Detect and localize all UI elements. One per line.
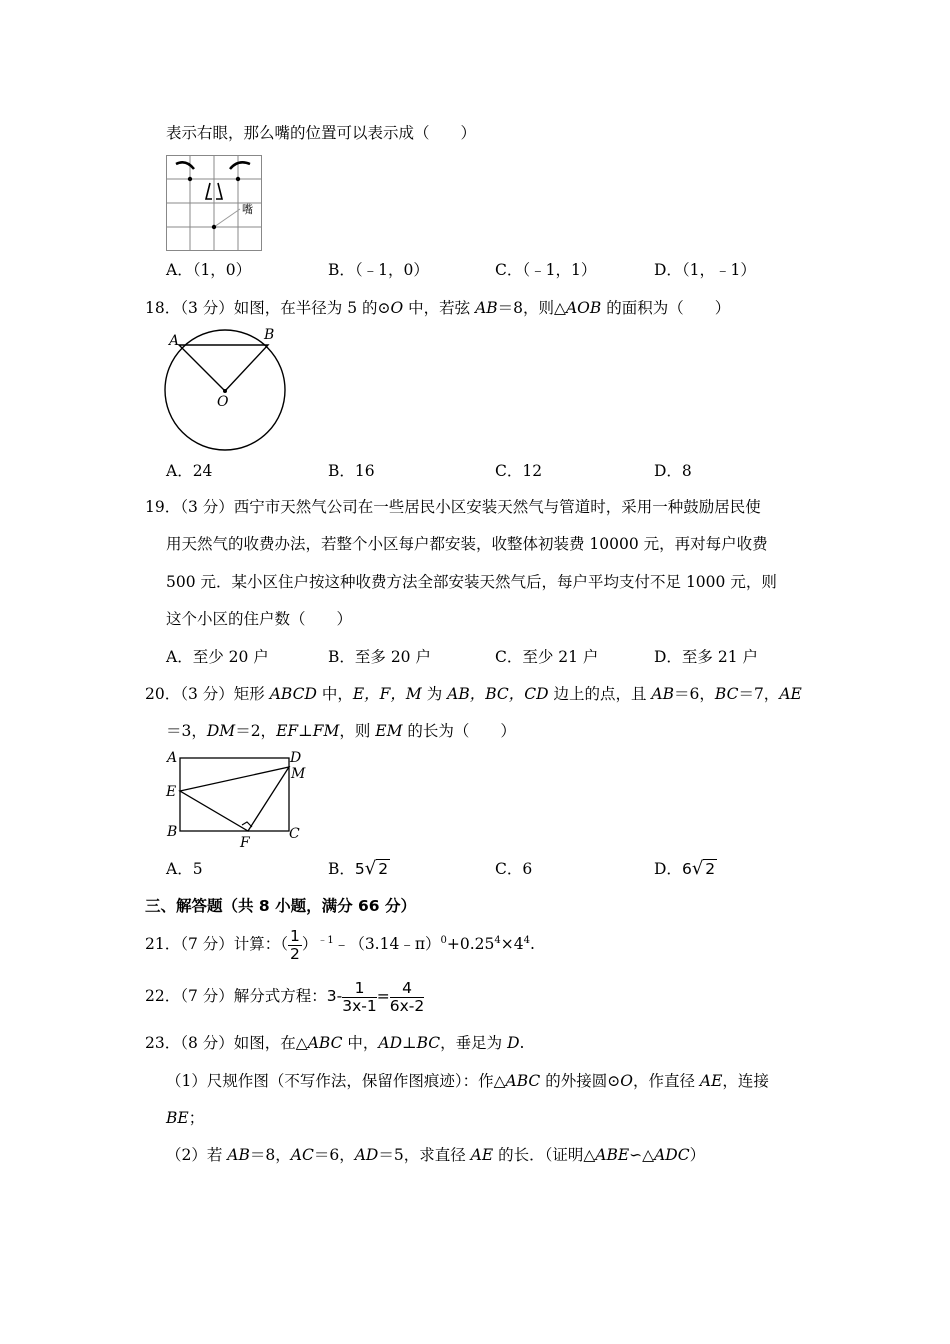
q18-option-c[interactable]: C．12: [495, 462, 543, 480]
q21-stem: 21．（7 分）计算：（ $\frac{1}{2}$ ）$^{﹣1}﹣(3.14﹣\pi)^0+0.25^4\times 4^4$.: [145, 926, 535, 963]
q17-option-d[interactable]: D．（1，﹣1）: [654, 261, 756, 279]
q18-circle-figure: [160, 325, 295, 455]
q19-option-b[interactable]: B．至多 20 户: [328, 648, 431, 666]
q20-label-a: A: [167, 750, 178, 766]
q23-part-1-line-2: BE；: [166, 1109, 205, 1127]
section-3-heading: 三、解答题（共 8 小题，满分 66 分）: [145, 897, 416, 915]
sqrt-sign-icon: √: [691, 858, 704, 879]
q19-line-4: 这个小区的住户数（ ）: [166, 610, 353, 628]
q18-option-a[interactable]: A．24: [166, 462, 213, 480]
q20-rectangle-figure: [160, 748, 310, 851]
sqrt-sign-icon: √: [364, 858, 377, 879]
q17-option-c[interactable]: C．（﹣1，1）: [495, 261, 597, 279]
q20-stem-line-2: ＝3，DM＝2，EF⊥FM，则 EM 的长为（ ）: [166, 722, 516, 740]
q20-label-c: C: [289, 826, 300, 842]
q20-label-m: M: [291, 766, 306, 782]
q22-fraction-1: $\frac{1}{3x-1}$: [342, 978, 377, 1015]
q20-triangle-efm: [180, 767, 289, 831]
q18-option-b[interactable]: B．16: [328, 462, 375, 480]
q17-option-b[interactable]: B．（﹣1，0）: [328, 261, 429, 279]
q20-option-a[interactable]: A．5: [166, 860, 203, 878]
q20-option-c[interactable]: C．6: [495, 860, 533, 878]
q20-option-b[interactable]: B．5√ 2: [328, 858, 389, 879]
q20-option-d[interactable]: D．6√ 2: [654, 858, 716, 879]
q17-option-a[interactable]: A．（1，0）: [166, 261, 252, 279]
q18-stem: 18．（3 分）如图，在半径为 5 的⊙O 中，若弦 AB＝8，则△AOB 的面积为（ ）: [145, 299, 731, 317]
q22-fraction-2: $\frac{4}{6x-2}$: [389, 978, 425, 1015]
q23-part-2: （2）若 AB＝8，AC＝6，AD＝5，求直径 AE 的长．（证明△ABE∽△ADC）: [166, 1146, 706, 1164]
q18-label-b: B: [264, 327, 275, 343]
q20-label-d: D: [290, 750, 302, 766]
q20-label-b: B: [167, 824, 178, 840]
q19-option-c[interactable]: C．至少 21 户: [495, 648, 599, 666]
q18-option-d[interactable]: D．8: [654, 462, 692, 480]
q23-part-1-line-1: （1）尺规作图（不写作法，保留作图痕迹）：作△ABC 的外接圆⊙O，作直径 AE，连接: [166, 1072, 769, 1090]
q21-fraction: $\frac{1}{2}$: [290, 926, 300, 963]
q19-option-a[interactable]: A．至少 20 户: [166, 648, 269, 666]
q18-label-o: O: [217, 394, 229, 410]
q17-face-grid-figure: [166, 155, 262, 251]
q23-stem: 23．（8 分）如图，在△ABC 中，AD⊥BC，垂足为 D.: [145, 1034, 525, 1052]
q17-mouth-label: 嘴: [242, 203, 253, 216]
q17-stem-continuation: 表示右眼，那么嘴的位置可以表示成（ ）: [166, 124, 477, 142]
q19-option-d[interactable]: D．至多 21 户: [654, 648, 759, 666]
q19-line-3: 500 元．某小区住户按这种收费方法全部安装天然气后，每户平均支付不足 1000 元，则: [166, 573, 777, 591]
q20-label-f: F: [240, 835, 250, 851]
q20-label-e: E: [166, 784, 177, 800]
q18-triangle-aob: [179, 345, 268, 391]
q22-stem: 22．（7 分）解分式方程：3- $\frac{1}{3x-1}$ = $\frac{4}{6x-2}$: [145, 978, 425, 1015]
q20-rectangle-abcd: [180, 758, 289, 831]
q20-stem-line-1: 20．（3 分）矩形 ABCD 中，E，F，M 为 AB，BC，CD 边上的点，且 AB＝6，BC＝7，AE: [145, 685, 802, 703]
q18-label-a: A: [169, 333, 180, 349]
q19-line-2: 用天然气的收费办法，若整个小区每户都安装，收整体初装费 10000 元，再对每户收费: [166, 535, 768, 553]
q19-line-1: 19．（3 分）西宁市天然气公司在一些居民小区安装天然气与管道时，采用一种鼓励居民使: [145, 498, 761, 516]
